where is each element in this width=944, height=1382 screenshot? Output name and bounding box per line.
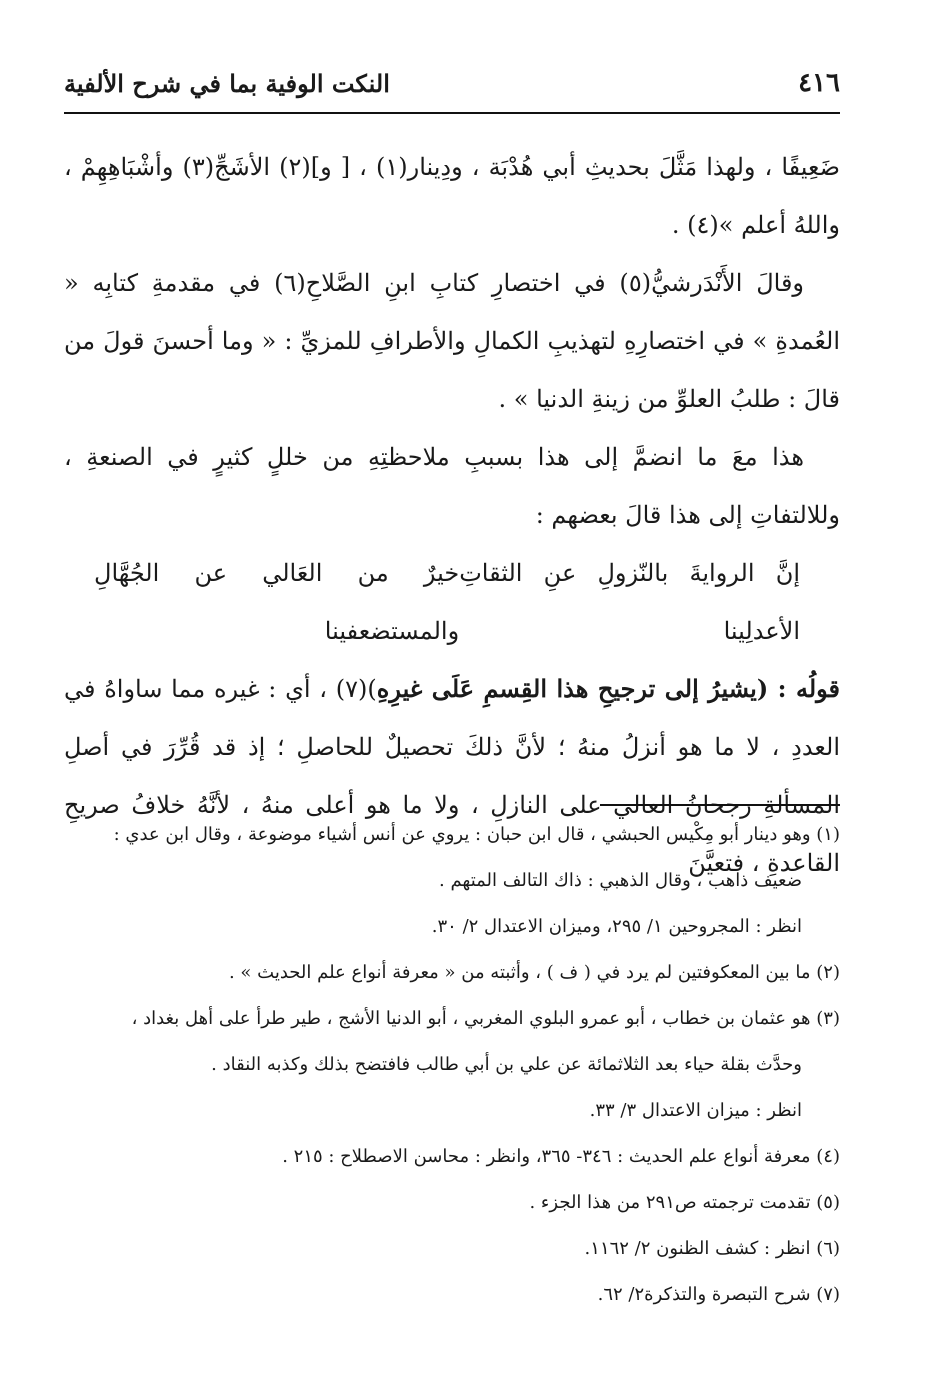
footnote-1: (١) وهو دينار أبو مِكْيس الحبشي ، قال ابن حبان : يروي عن أنس أشياء موضوعة ، وقال ابن عدي : (113, 824, 840, 845)
footnote-3-continued: وحدَّث بقلة حياء بعد الثلاثمائة عن علي بن أبي طالب فافتضح بذلك وكذبه النقاد . (211, 1054, 802, 1075)
poem-hemistich-second: خيرٌ من العَالي عن الجُهَّالِ والمستضعفينا (94, 559, 460, 645)
footnote-1-reference: انظر : المجروحين ١/ ٢٩٥، وميزان الاعتدال ٢/ ٣٠. (431, 916, 802, 937)
footnote-1-continued: ضعيف ذاهب ، وقال الذهبي : ذاك التالف المتهم . (439, 870, 802, 891)
running-title: النكت الوفية بما في شرح الألفية (64, 68, 390, 98)
commentary-text: )(٧) ، أي : غيره مما ساواهُ في العددِ ، لا ما هو أنزلُ منهُ ؛ لأنَّ ذلكَ تحصيلٌ للحاصلِ ؛ إذ قد قُرِّرَ في أصلِ المسألةِ رجحانُ العالي على النازلِ ، ولا ما هو أعلى منهُ ، لأنَّهُ خلافُ صريحِ القاعدةِ ، فتعيَّنَ (64, 675, 840, 877)
header-divider (64, 112, 840, 114)
footnote-2: (٢) ما بين المعكوفتين لم يرد في ( ف ) ، وأثبته من « معرفة أنواع علم الحديث » . (228, 962, 840, 983)
footnotes (64, 812, 840, 1318)
footnote-3: (٣) هو عثمان بن خطاب ، أبو عمرو البلوي المغربي ، أبو الدنيا الأشج ، طير طرأ على أهل بغداد ، (131, 1008, 840, 1029)
quote-lead: قولُه : ( (756, 674, 840, 703)
poem-hemistich-first: إنَّ الروايةَ بالنّزولِ عنِ الثقاتِ الأعدلِينا (459, 559, 800, 645)
paragraph-3: هذا معَ ما انضمَّ إلى هذا بسببِ ملاحظتِهِ من خللٍ كثيرٍ في الصنعةِ ، وللالتفاتِ إلى هذا قالَ بعضهم : (64, 443, 840, 529)
paragraph-1: ضَعِيفًا ، ولهذا مَثَّلَ بحديثِ أبي هُدْبَة ، ودِينار(١) ، [ و](٢) الأشَجِّ(٣) وأشْبَاهِهِمْ ، واللهُ أعلم »(٤) . (64, 153, 840, 239)
poem-verse (64, 544, 840, 660)
paragraph-2: وقالَ الأَنْدَرشيُّ(٥) في اختصارِ كتابِ ابنِ الصَّلاحِ(٦) في مقدمةِ كتابِه « العُمدةِ » في اختصارِهِ لتهذيبِ الكمالِ والأطرافِ للمزيِّ : « وما أحسنَ قولَ من قالَ : طلبُ العلوِّ من زينةِ الدنيا » . (64, 269, 840, 413)
footnote-divider (600, 804, 840, 806)
page-number: ٤١٦ (798, 68, 840, 98)
footnote-5: (٥) تقدمت ترجمته ص٢٩١ من هذا الجزء . (529, 1192, 840, 1213)
footnote-4: (٤) معرفة أنواع علم الحديث : ٣٤٦- ٣٦٥، وانظر : محاسن الاصطلاح : ٢١٥ . (282, 1146, 840, 1167)
running-header (64, 58, 840, 108)
quoted-matn: يشيرُ إلى ترجيحِ هذا القِسمِ عَلَى غيرِهِ (376, 674, 757, 703)
footnote-7: (٧) شرح التبصرة والتذكرة٢/ ٦٢. (597, 1284, 840, 1305)
footnote-6: (٦) انظر : كشف الظنون ٢/ ١١٦٢. (584, 1238, 840, 1259)
footnote-3-reference: انظر : ميزان الاعتدال ٣/ ٣٣. (589, 1100, 802, 1121)
main-text (64, 138, 840, 892)
